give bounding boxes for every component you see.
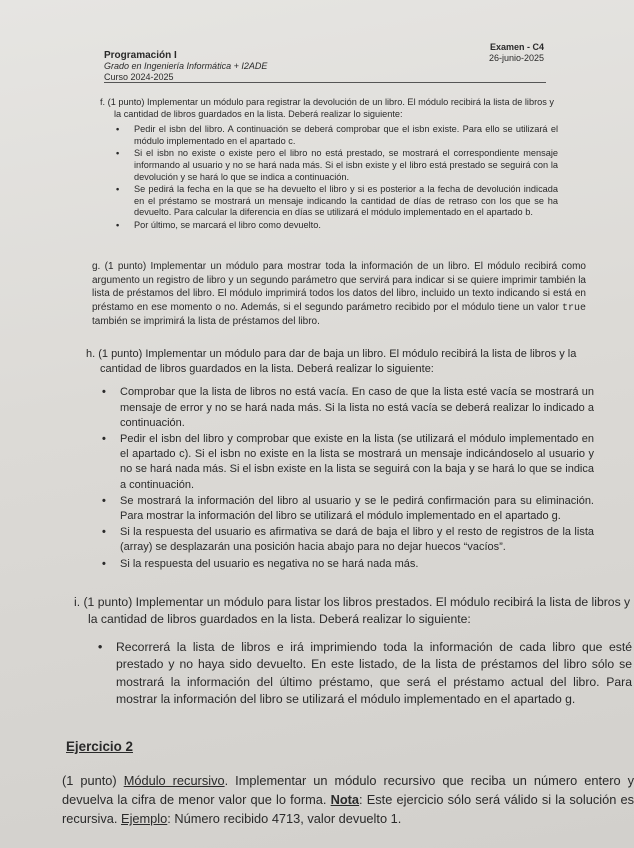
list-item: • Si la respuesta del usuario es afirmativa se dará de baja el libro y el resto de registros de la lista (array) se desplazarán una posición hacia abajo para no dejar huecos “vacíos”. xyxy=(120,525,594,555)
exercise-2-note: : Este ejercicio sólo será válido si la solución es recursiva. xyxy=(62,792,634,826)
section-i xyxy=(74,594,632,708)
exercise-2-points: (1 punto) xyxy=(62,773,124,788)
section-i-title: i. (1 punto) Implementar un módulo para listar los libros prestados. El módulo recibirá la lista de libros y la cantidad de libros guardados en la lista. Deberá realizar lo siguiente: xyxy=(74,595,631,627)
exercise-2-heading: Ejercicio 2 xyxy=(66,739,133,754)
list-item: • Si la respuesta del usuario es negativa no se hará nada más. xyxy=(120,557,594,572)
header-left xyxy=(104,50,267,83)
section-f-title: f. (1 punto) Implementar un módulo para registrar la devolución de un libro. El módulo recibirá la lista de libros y la cantidad de libros guardados en la lista. Deberá realizar lo siguiente: xyxy=(100,97,554,119)
exercise-2-example: : Número recibido 4713, valor devuelto 1. xyxy=(167,811,402,826)
section-g xyxy=(92,260,586,329)
note-label: Nota xyxy=(330,792,360,807)
list-item: • Por último, se marcará el libro como devuelto. xyxy=(134,220,558,232)
academic-year: Curso 2024-2025 xyxy=(104,72,174,82)
section-f-list xyxy=(134,124,558,231)
exercise-2-text: . Implementar un módulo recursivo que reciba un número entero y devuelva la cifra de menor valor que lo forma. xyxy=(62,773,634,807)
section-h-list xyxy=(120,385,594,571)
section-i-list xyxy=(116,639,632,709)
exam-date: 26-junio-2025 xyxy=(488,53,544,63)
section-g-text-end: también se imprimirá la lista de préstamos del libro. xyxy=(92,316,320,328)
exam-label: Examen - C4 xyxy=(489,42,544,52)
list-item: • Recorrerá la lista de libros e irá imprimiendo toda la información de cada libro que esté prestado y no haya sido devuelto. En este listado, de la lista de préstamos del libro sólo se mostrará la información del último préstamo, que será el préstamo actual del libro. Para mostrar la información del libro se utilizará el módulo implementado en el apartado g. xyxy=(116,639,632,709)
example-label: Ejemplo xyxy=(121,811,168,826)
list-item: • Si el isbn no existe o existe pero el libro no está prestado, se mostrará el correspondiente mensaje informando al usuario y no se hará nada más. Si el isbn existe y el libro está prestado se seguirá con la devolución y se hará lo que se indica a continuación. xyxy=(134,148,558,183)
code-true: true xyxy=(561,302,586,314)
section-f xyxy=(100,97,558,233)
list-item: • Se mostrará la información del libro al usuario y se le pedirá confirmación para su eliminación. Para mostrar la información del libro se utilizará el módulo implementado en el apartado g. xyxy=(120,494,594,524)
section-g-text: g. (1 punto) Implementar un módulo para mostrar toda la información de un libro. El módulo recibirá como argumento un registro de libro y un segundo parámetro que servirá para indicar si se quiere imprimir también la lista de préstamos del libro. El módulo imprimirá todos los datos del libro, incluido un texto indicando si está en préstamo en ese momento o no. Además, si el segundo parámetro recibido por el módulo tiene un valor xyxy=(92,261,586,313)
section-h-title: h. (1 punto) Implementar un módulo para dar de baja un libro. El módulo recibirá la lista de libros y la cantidad de libros guardados en la lista. Deberá realizar lo siguiente: xyxy=(86,348,577,376)
section-h xyxy=(86,347,594,573)
course-title: Programación I xyxy=(104,50,177,61)
header-divider xyxy=(104,82,546,83)
recursive-module-label: Módulo recursivo xyxy=(123,773,225,788)
list-item: • Comprobar que la lista de libros no está vacía. En caso de que la lista esté vacía se mostrará un mensaje de error y no se hará nada más. Si la lista no está vacía se deberá realizar lo indicado a continuación. xyxy=(120,385,594,431)
list-item: • Pedir el isbn del libro y comprobar que existe en la lista (se utilizará el módulo implementado en el apartado c). Si el isbn no existe en la lista se mostrará un mensaje indicándoselo al usuario y no se hará nada más. Si el isbn existe en la lista se seguirá con la baja y se hará lo que se indica a continuación. xyxy=(120,432,594,493)
exercise-2-body xyxy=(62,771,634,828)
list-item: • Se pedirá la fecha en la que se ha devuelto el libro y si es posterior a la fecha de devolución indicada en el préstamo se mostrará un mensaje indicando la cantidad de días de retraso con los que se ha devuelto. Para calcular la diferencia en días se utilizará el módulo implementado en el apartado b. xyxy=(134,184,558,219)
degree-name: Grado en Ingeniería Informática + I2ADE xyxy=(104,61,268,71)
list-item: • Pedir el isbn del libro. A continuación se deberá comprobar que el isbn existe. Para ello se utilizará el módulo implementado en el apartado c. xyxy=(134,124,558,147)
header-right xyxy=(489,42,544,64)
